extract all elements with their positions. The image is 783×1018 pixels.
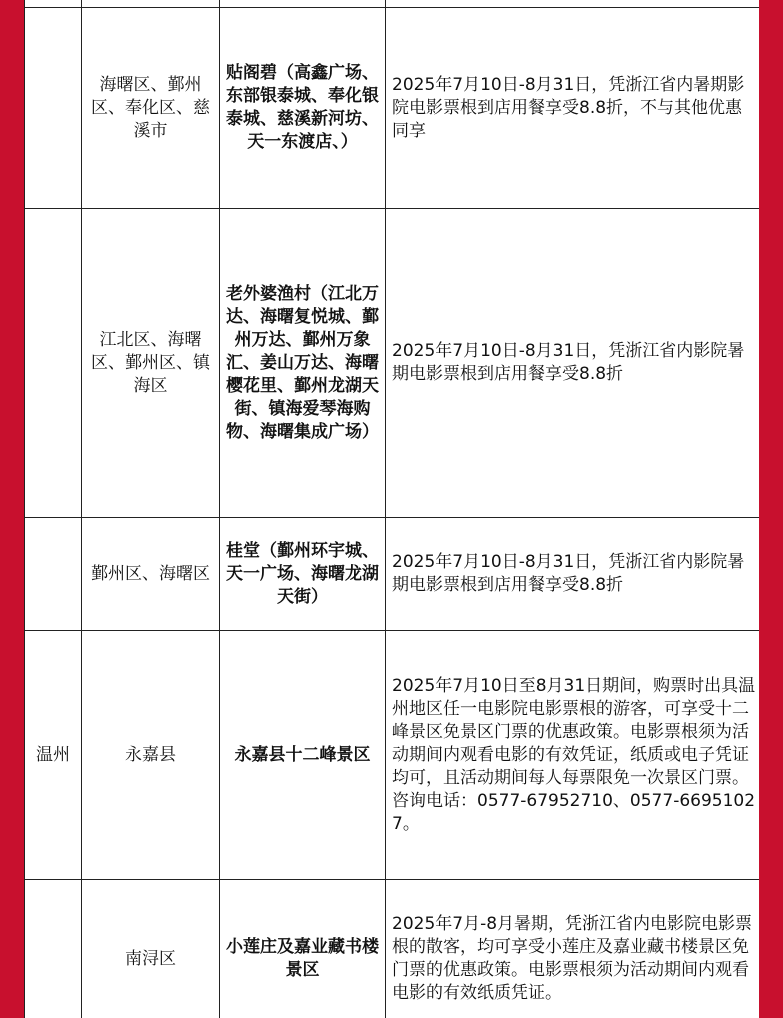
table-row <box>25 209 760 518</box>
venue-cell: 贴阁碧（高鑫广场、东部银泰城、奉化银泰城、慈溪新河坊、天一东渡店、） <box>220 8 386 209</box>
city-cell <box>25 518 82 631</box>
venue-cell: 老外婆渔村（江北万达、海曙复悦城、鄞州万达、鄞州万象汇、姜山万达、海曙樱花里、鄞州龙湖天街、镇海爱琴海购物、海曙集成广场） <box>220 209 386 518</box>
table-row <box>25 0 760 8</box>
venue-cell: 永嘉县十二峰景区 <box>220 631 386 880</box>
description-cell: 2025年7月10日-8月31日，凭浙江省内暑期影院电影票根到店用餐享受8.8折，不与其他优惠同享 <box>386 8 760 209</box>
district-cell <box>82 0 220 8</box>
table-row <box>25 518 760 631</box>
description-cell: 2025年7月10日至8月31日期间，购票时出具温州地区任一电影院电影票根的游客，可享受十二峰景区免景区门票的优惠政策。电影票根须为活动期间内观看电影的有效凭证，纸质或电子凭证均可，且活动期间每人每票限免一次景区门票。咨询电话：0577-67952710、0577-66951027。 <box>386 631 760 880</box>
document-page <box>24 0 759 1018</box>
district-cell: 永嘉县 <box>82 631 220 880</box>
right-red-border <box>759 0 783 1018</box>
description-cell: 2025年7月10日-8月31日，凭浙江省内影院暑期电影票根到店用餐享受8.8折 <box>386 518 760 631</box>
table-row <box>25 8 760 209</box>
promotion-table <box>24 0 759 1018</box>
city-cell: 温州 <box>25 631 82 880</box>
venue-cell <box>220 0 386 8</box>
venue-cell: 小莲庄及嘉业藏书楼景区 <box>220 880 386 1018</box>
left-red-border <box>0 0 24 1018</box>
description-cell <box>386 0 760 8</box>
city-cell <box>25 8 82 209</box>
table-row <box>25 631 760 880</box>
city-cell <box>25 880 82 1018</box>
district-cell: 江北区、海曙区、鄞州区、镇海区 <box>82 209 220 518</box>
district-cell: 鄞州区、海曙区 <box>82 518 220 631</box>
district-cell: 海曙区、鄞州区、奉化区、慈溪市 <box>82 8 220 209</box>
description-cell: 2025年7月-8月暑期，凭浙江省内电影院电影票根的散客，均可享受小莲庄及嘉业藏书楼景区免门票的优惠政策。电影票根须为活动期间内观看电影的有效纸质凭证。 <box>386 880 760 1018</box>
city-cell <box>25 0 82 8</box>
city-cell <box>25 209 82 518</box>
description-cell: 2025年7月10日-8月31日，凭浙江省内影院暑期电影票根到店用餐享受8.8折 <box>386 209 760 518</box>
table-row <box>25 880 760 1018</box>
district-cell: 南浔区 <box>82 880 220 1018</box>
venue-cell: 桂堂（鄞州环宇城、天一广场、海曙龙湖天街） <box>220 518 386 631</box>
